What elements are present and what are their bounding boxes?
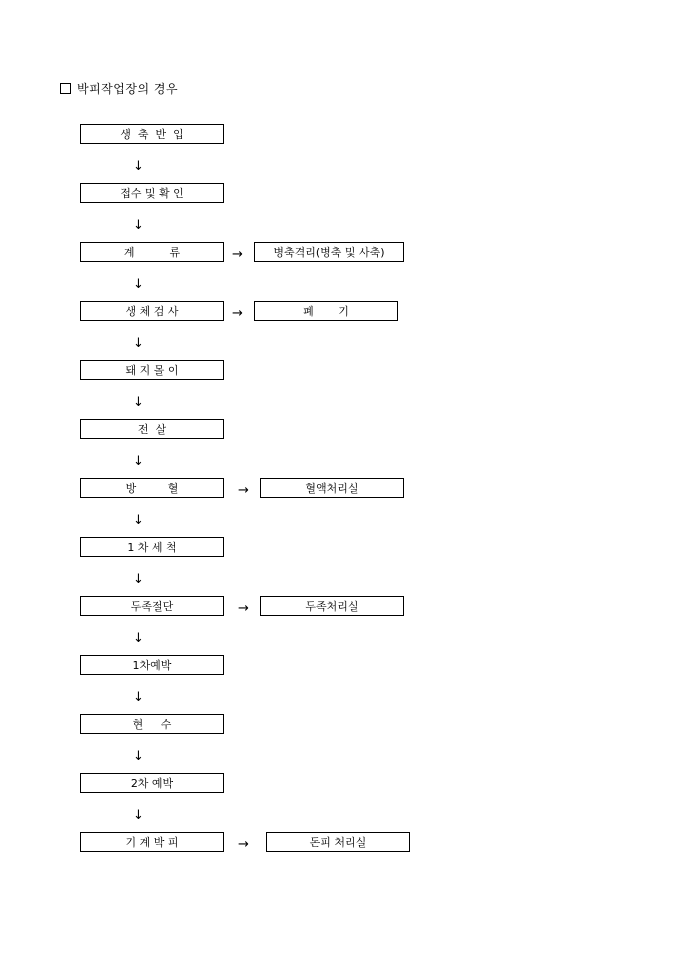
- down-arrow-icon: ↓: [133, 690, 144, 705]
- step-box-antemortem-inspection: 생 체 검 사: [80, 301, 224, 321]
- down-arrow-icon: ↓: [133, 513, 144, 528]
- step-box-hanging: 현 수: [80, 714, 224, 734]
- down-arrow-icon: ↓: [133, 218, 144, 233]
- down-arrow-icon: ↓: [133, 277, 144, 292]
- down-arrow-icon: ↓: [133, 395, 144, 410]
- right-arrow-icon: →: [238, 601, 249, 616]
- right-arrow-icon: →: [238, 483, 249, 498]
- step-box-intake-check: 접수 및 확 인: [80, 183, 224, 203]
- step-box-holding: 계 류: [80, 242, 224, 262]
- checkbox-icon: [60, 83, 71, 94]
- step-box-machine-skinning: 기 계 박 피: [80, 832, 224, 852]
- section-header: [60, 80, 178, 97]
- right-arrow-icon: →: [232, 306, 243, 321]
- down-arrow-icon: ↓: [133, 159, 144, 174]
- step-box-receiving: 생 축 반 입: [80, 124, 224, 144]
- side-box-pigskin-processing: 돈피 처리실: [266, 832, 410, 852]
- step-box-second-pre-skinning: 2차 예박: [80, 773, 224, 793]
- side-box-isolation: 병축격리(병축 및 사축): [254, 242, 404, 262]
- step-box-driving: 돼 지 몰 이: [80, 360, 224, 380]
- step-box-first-pre-skinning: 1차예박: [80, 655, 224, 675]
- side-box-disposal: 폐 기: [254, 301, 398, 321]
- step-box-first-wash: 1 차 세 척: [80, 537, 224, 557]
- step-box-head-feet-cutting: 두족절단: [80, 596, 224, 616]
- right-arrow-icon: →: [238, 837, 249, 852]
- down-arrow-icon: ↓: [133, 631, 144, 646]
- step-box-stunning: 전 살: [80, 419, 224, 439]
- down-arrow-icon: ↓: [133, 336, 144, 351]
- right-arrow-icon: →: [232, 247, 243, 262]
- down-arrow-icon: ↓: [133, 572, 144, 587]
- down-arrow-icon: ↓: [133, 454, 144, 469]
- down-arrow-icon: ↓: [133, 808, 144, 823]
- side-box-head-feet-processing: 두족처리실: [260, 596, 404, 616]
- section-title: 박피작업장의 경우: [77, 82, 179, 96]
- down-arrow-icon: ↓: [133, 749, 144, 764]
- step-box-bleeding: 방 혈: [80, 478, 224, 498]
- side-box-blood-processing: 혈액처리실: [260, 478, 404, 498]
